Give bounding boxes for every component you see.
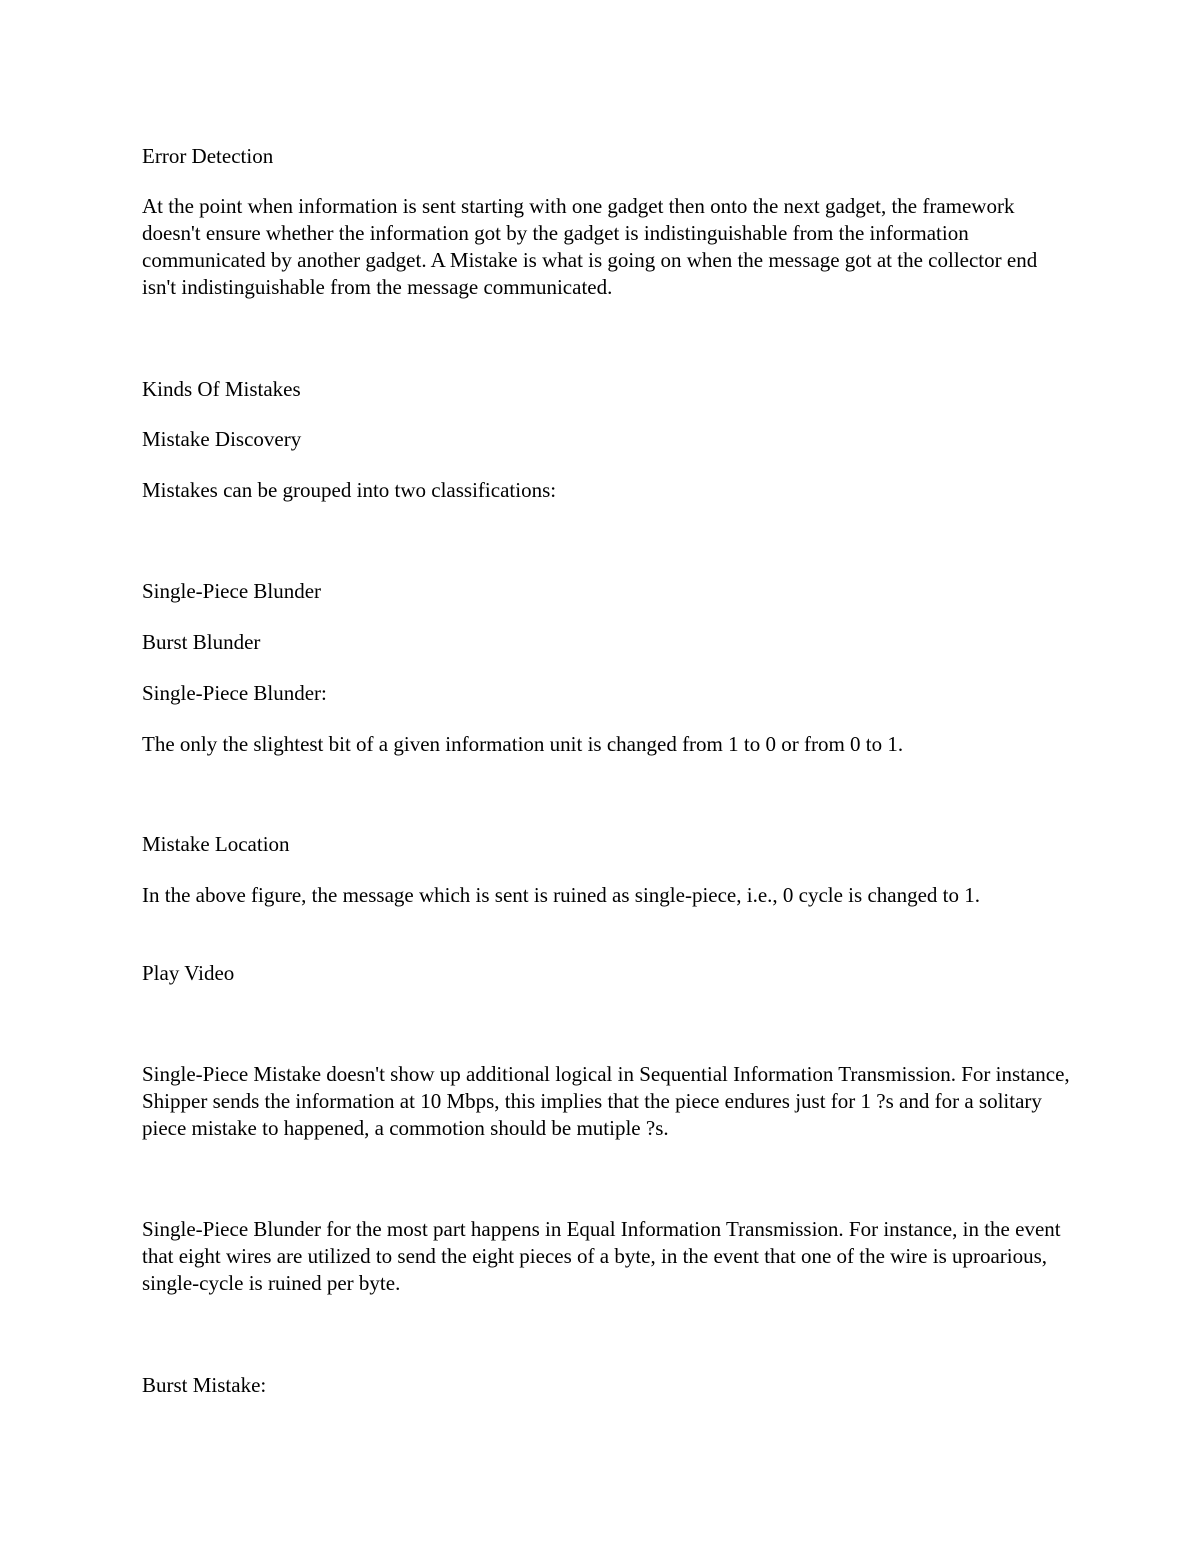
play-video-text: Play Video (142, 961, 235, 985)
heading-mistake-discovery: Mistake Discovery (142, 427, 302, 451)
heading-mistake-location: Mistake Location (142, 832, 290, 856)
heading-error-detection: Error Detection (142, 144, 274, 168)
list-item-burst-blunder: Burst Blunder (142, 630, 261, 654)
heading-kinds-of-mistakes: Kinds Of Mistakes (142, 377, 301, 401)
paragraph-single-bit-definition: The only the slightest bit of a given information unit is changed from 1 to 0 or from 0 to 1. (142, 732, 904, 756)
paragraph-classifications: Mistakes can be grouped into two classifications: (142, 478, 557, 502)
heading-single-piece-blunder: Single-Piece Blunder: (142, 681, 327, 705)
paragraph-above-figure: In the above figure, the message which is sent is ruined as single-piece, i.e., 0 cycle is changed to 1. (142, 883, 980, 907)
heading-burst-mistake: Burst Mistake: (142, 1373, 267, 1397)
paragraph-sequential-transmission: Single-Piece Mistake doesn't show up additional logical in Sequential Information Transmission. For instance, Shipper sends the information at 10 Mbps, this implies that the piece endures just for 1 ?s and for a solitary piece mistake to happened, a commotion should be mutiple ?s. (142, 1062, 1070, 1140)
paragraph-equal-transmission: Single-Piece Blunder for the most part happens in Equal Information Transmission. For instance, in the event that eight wires are utilized to send the eight pieces of a byte, in the event that one of the wire is uproarious, single-cycle is ruined per byte. (142, 1217, 1061, 1295)
list-item-single-piece-blunder: Single-Piece Blunder (142, 579, 322, 603)
paragraph-intro: At the point when information is sent starting with one gadget then onto the next gadget, the framework doesn't ensure whether the information got by the gadget is indistinguishable from the information communicated by another gadget. A Mistake is what is going on when the message got at the collector end isn't indistinguishable from the message communicated. (142, 194, 1038, 299)
